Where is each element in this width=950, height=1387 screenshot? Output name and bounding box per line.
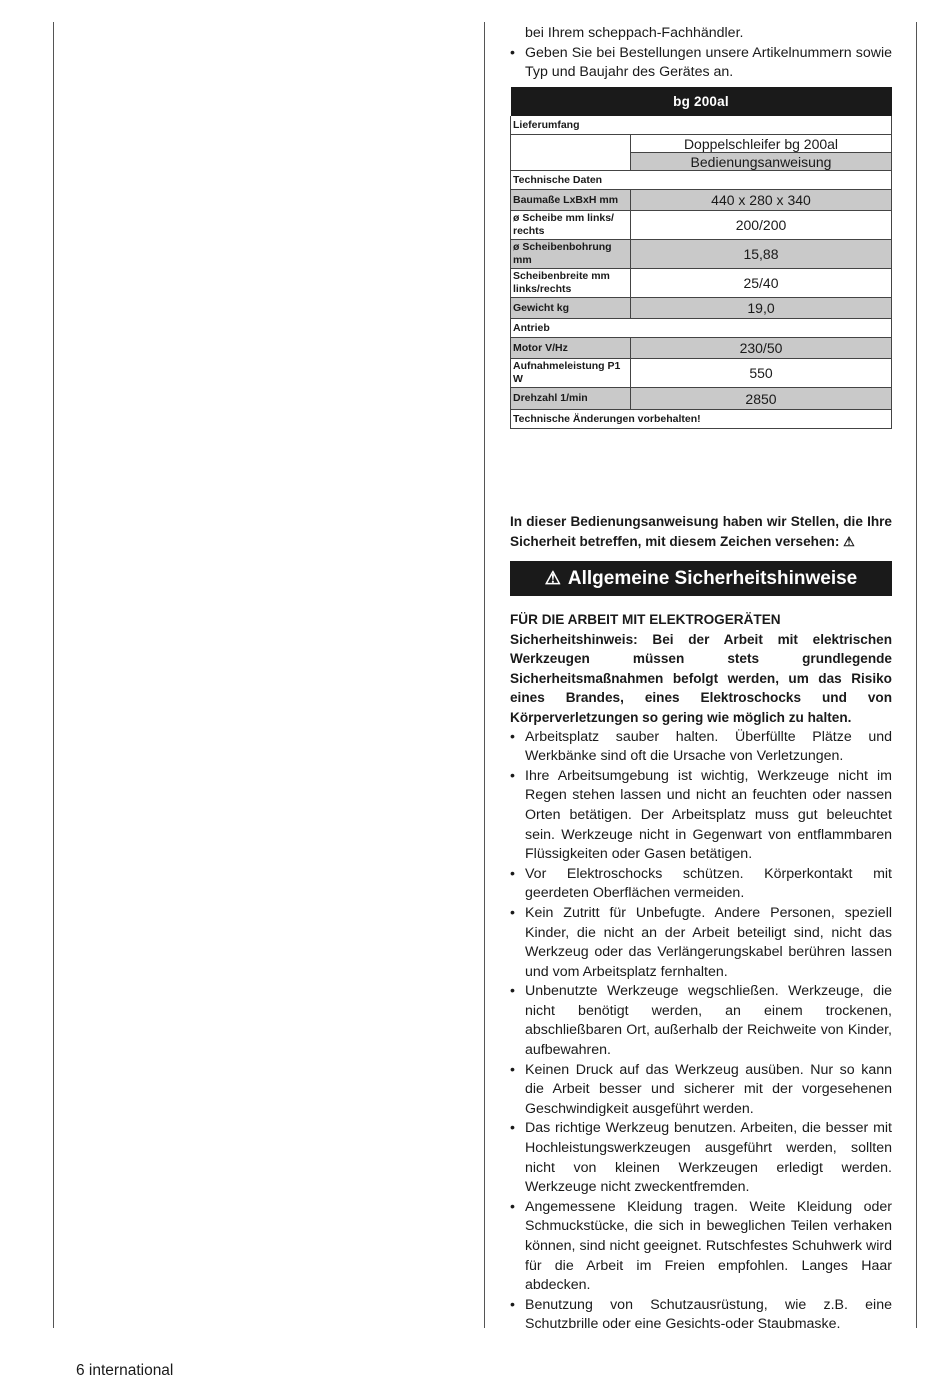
spec-value: 440 x 280 x 340 xyxy=(631,190,892,211)
spec-value: 19,0 xyxy=(631,298,892,319)
list-item: • Vor Elektroschocks schützen. Körperkontakt mit geerdeten Oberflächen vermeiden. xyxy=(510,865,892,904)
list-item: • Ihre Arbeitsumgebung ist wichtig, Werkzeuge nicht im Regen stehen lassen und nicht an feuchten oder nassen Orten betätigen. Der Arbeitsplatz muss gut beleuchtet sein. Werkzeuge nicht in Gegenwart von entflammbaren Flüssigkeiten oder Gasen betätigen. xyxy=(510,767,892,865)
left-margin-rule xyxy=(53,22,54,1328)
spec-value: 25/40 xyxy=(631,269,892,298)
spec-label: Scheibenbreite mm links/rechts xyxy=(511,269,631,298)
spec-table xyxy=(510,87,892,429)
spec-label: Drehzahl 1/min xyxy=(511,388,631,410)
spec-note: Technische Änderungen vorbehalten! xyxy=(511,410,892,429)
order-bullet: • Geben Sie bei Bestellungen unsere Artikelnummern sowie Typ und Baujahr des Gerätes an. xyxy=(510,44,892,83)
safety-section xyxy=(510,610,892,1335)
spec-value: 15,88 xyxy=(631,240,892,269)
spec-label: ø Scheibe mm links/ rechts xyxy=(511,211,631,240)
spec-label: Baumaße LxBxH mm xyxy=(511,190,631,211)
spec-value: 230/50 xyxy=(631,338,892,359)
spec-label: Gewicht kg xyxy=(511,298,631,319)
top-fragment xyxy=(510,24,892,83)
warning-triangle-icon: ⚠ xyxy=(843,533,855,549)
safety-intro xyxy=(510,512,892,551)
safety-list xyxy=(510,728,892,1335)
section-banner xyxy=(510,561,892,596)
page-footer: 6 international xyxy=(76,1362,174,1379)
intro-text: In dieser Bedienungsanweisung haben wir Stellen, die Ihre Sicherheit betreffen, mit diesem Zeichen versehen: xyxy=(510,514,892,549)
list-item: • Kein Zutritt für Unbefugte. Andere Personen, speziell Kinder, die nicht an der Arbeit beteiligt sind, nicht das Werkzeug oder das Verlängerungskabel berühren lassen und vom Arbeitsplatz fernhalten. xyxy=(510,904,892,982)
spec-value: 550 xyxy=(631,359,892,388)
section-drive: Antrieb xyxy=(511,319,892,338)
delivery-label-cell xyxy=(511,135,631,171)
section-tech: Technische Daten xyxy=(511,171,892,190)
list-item: • Benutzung von Schutzausrüstung, wie z.B. eine Schutzbrille oder eine Gesichts-oder Staubmaske. xyxy=(510,1296,892,1335)
center-column-rule xyxy=(484,22,485,1328)
spec-label: ø Scheibenbohrung mm xyxy=(511,240,631,269)
list-item: • Das richtige Werkzeug benutzen. Arbeiten, die besser mit Hochleistungswerkzeugen ausgeführt werden, sollten nicht von kleinen Werkzeugen erledigt werden. Werkzeuge nicht zweckentfremden. xyxy=(510,1119,892,1197)
spec-value: 200/200 xyxy=(631,211,892,240)
list-item: • Arbeitsplatz sauber halten. Überfüllte Plätze und Werkbänke sind oft die Ursache von Verletzungen. xyxy=(510,728,892,767)
warning-triangle-icon: ⚠ xyxy=(544,568,561,588)
banner-title: Allgemeine Sicherheitshinweise xyxy=(567,567,858,589)
spec-label: Aufnahmeleistung P1 W xyxy=(511,359,631,388)
right-margin-rule xyxy=(916,22,917,1328)
spec-table-title: bg 200al xyxy=(511,87,892,116)
continued-text: bei Ihrem scheppach-Fachhändler. xyxy=(525,25,744,41)
safety-lead: Sicherheitshinweis: Bei der Arbeit mit elektrischen Werkzeugen müssen stets grundlegende Sicherheitsmaßnahmen befolgt werden, um das Risiko eines Brandes, eines Elektroschocks und von Körperverletzungen so gering wie möglich zu halten. xyxy=(510,631,892,725)
spec-value: 2850 xyxy=(631,388,892,410)
list-item: • Angemessene Kleidung tragen. Weite Kleidung oder Schmuckstücke, die sich in beweglichen Teilen verhaken können, sind nicht geeignet. Rutschfestes Schuhwerk wird für die Arbeit im Freien empfohlen. Langes Haar abdecken. xyxy=(510,1198,892,1296)
delivery-item: Doppelschleifer bg 200al xyxy=(631,135,892,153)
section-delivery: Lieferumfang xyxy=(511,116,892,135)
list-item: • Keinen Druck auf das Werkzeug ausüben. Nur so kann die Arbeit besser und sicherer mit der vorgesehenen Geschwindigkeit ausgeführt werden. xyxy=(510,1061,892,1120)
delivery-item: Bedienungsanweisung xyxy=(631,153,892,171)
list-item: • Unbenutzte Werkzeuge wegschließen. Werkzeuge, die nicht benötigt werden, an einem trockenen, abschließbaren Ort, außerhalb der Reichweite von Kinder, aufbewahren. xyxy=(510,982,892,1060)
section-heading: FÜR DIE ARBEIT MIT ELEKTROGERÄTEN xyxy=(510,612,781,627)
spec-label: Motor V/Hz xyxy=(511,338,631,359)
